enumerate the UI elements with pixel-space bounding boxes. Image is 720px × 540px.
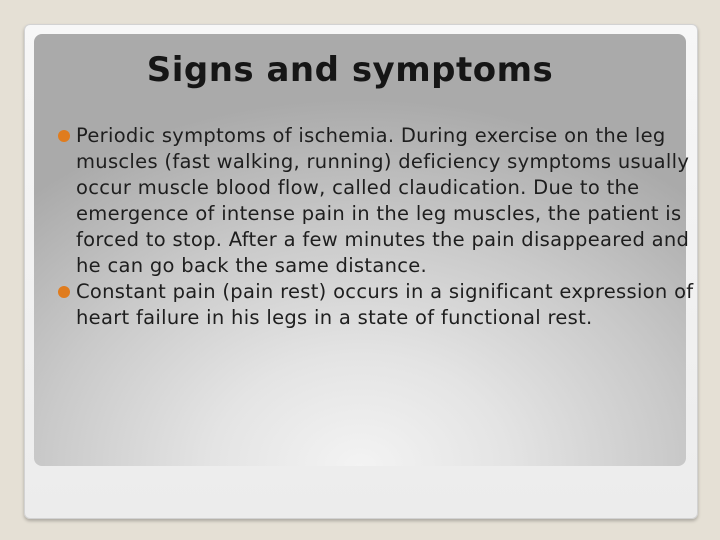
bullet-item: [58, 123, 698, 279]
bullet-list: [58, 123, 698, 331]
slide-title: Signs and symptoms: [146, 50, 554, 90]
bullet-item: [58, 279, 698, 331]
bullet-text: Periodic symptoms of ischemia. During exercise on the leg muscles (fast walking, running) deficiency symptoms usually occur muscle blood flow, called claudication. Due to the emergence of intense pain in the leg muscles, the patient is forced to stop. After a few minutes the pain disappeared and he can go back the same distance.: [76, 124, 690, 277]
bullet-dot-icon: [58, 286, 70, 298]
bullet-text: Constant pain (pain rest) occurs in a significant expression of heart failure in his legs in a state of functional rest.: [76, 280, 694, 329]
bullet-dot-icon: [58, 130, 70, 142]
